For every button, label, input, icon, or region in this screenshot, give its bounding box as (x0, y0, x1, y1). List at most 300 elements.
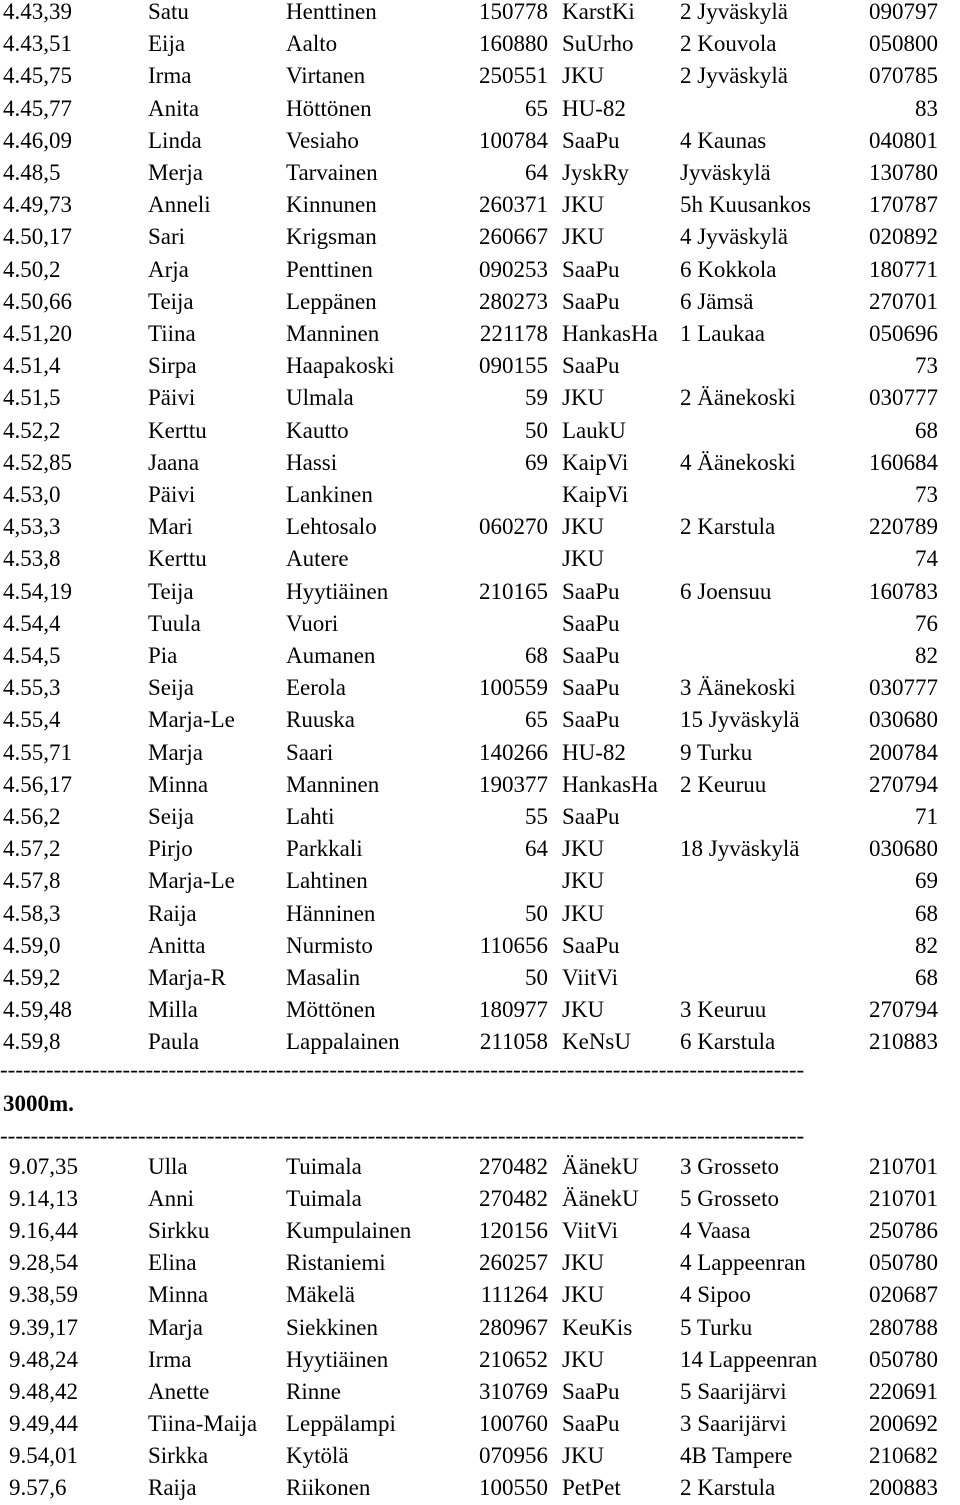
last-name-cell: Tuimala (286, 1154, 362, 1179)
club-cell: JKU (562, 997, 605, 1023)
first-name-cell: Anette (148, 1378, 210, 1404)
club-cell: SaaPu (562, 127, 620, 153)
last-name-cell: Rinne (286, 1378, 341, 1404)
club-cell: SaaPu (562, 288, 620, 314)
result-time-cell: 4.54,19 (3, 578, 72, 604)
table-row (0, 1183, 960, 1215)
table-row (0, 1408, 960, 1440)
event-date-cell: 82 (915, 932, 938, 958)
first-name-cell: Elina (148, 1250, 197, 1276)
birth-date-cell: 59 (525, 385, 548, 411)
birth-date-cell: 160880 (479, 31, 548, 57)
birth-date-cell: 090253 (479, 256, 548, 282)
result-time-cell: 4.43,39 (3, 0, 72, 24)
club-cell: SaaPu (562, 256, 620, 282)
birth-date-cell: 180977 (479, 997, 548, 1023)
birth-date-cell: 64 (525, 160, 548, 185)
placing-location-cell: 2 Kouvola (680, 31, 777, 57)
last-name-cell: Riikonen (286, 1475, 371, 1500)
result-time-cell: 9.14,13 (9, 1186, 78, 1212)
first-name-cell: Anni (148, 1186, 194, 1212)
placing-location-cell: 6 Kokkola (680, 256, 777, 282)
table-row (0, 318, 960, 350)
result-time-cell: 4.59,0 (3, 932, 61, 958)
table-row (0, 833, 960, 865)
last-name-cell: Manninen (286, 771, 380, 797)
event-date-cell: 040801 (869, 127, 938, 153)
table-row (0, 125, 960, 157)
club-cell: SaaPu (562, 707, 620, 733)
first-name-cell: Eija (148, 31, 186, 57)
last-name-cell: Leppälampi (286, 1410, 396, 1436)
table-row (0, 1215, 960, 1247)
last-name-cell: Lahtinen (286, 868, 368, 894)
event-date-cell: 210701 (869, 1186, 938, 1212)
table-row (0, 898, 960, 930)
event-date-cell: 270794 (869, 771, 938, 797)
first-name-cell: Kerttu (148, 417, 207, 443)
event-date-cell: 68 (915, 900, 938, 926)
event-date-cell: 74 (915, 546, 938, 572)
event-date-cell: 090797 (869, 0, 938, 24)
placing-location-cell: 6 Jämsä (680, 288, 754, 314)
event-date-cell: 69 (915, 868, 938, 894)
table-row (0, 1344, 960, 1376)
result-time-cell: 4.56,2 (3, 804, 61, 829)
event-date-cell: 030680 (869, 707, 938, 733)
birth-date-cell: 210652 (479, 1346, 548, 1372)
birth-date-cell: 120156 (479, 1218, 548, 1244)
birth-date-cell: 50 (525, 965, 548, 990)
club-cell: SaaPu (562, 1410, 620, 1436)
result-time-cell: 4.55,71 (3, 739, 72, 765)
placing-location-cell: 3 Saarijärvi (680, 1410, 787, 1436)
placing-location-cell: 2 Karstula (680, 1475, 776, 1500)
table-row (0, 157, 960, 189)
club-cell: JKU (562, 385, 605, 411)
event-date-cell: 030680 (869, 836, 938, 862)
result-time-cell: 4,53,3 (3, 514, 61, 540)
placing-location-cell: 2 Äänekoski (680, 385, 796, 411)
birth-date-cell: 270482 (479, 1154, 548, 1179)
table-row (0, 640, 960, 672)
placing-location-cell: 3 Äänekoski (680, 675, 796, 701)
placing-location-cell: 18 Jyväskylä (680, 836, 800, 862)
last-name-cell: Hyytiäinen (286, 578, 389, 604)
birth-date-cell: 50 (525, 417, 548, 443)
club-cell: SuUrho (562, 31, 634, 57)
last-name-cell: Vesiaho (286, 127, 359, 153)
result-time-cell: 9.57,6 (9, 1475, 67, 1500)
club-cell: KarstKi (562, 0, 635, 24)
event-date-cell: 210682 (869, 1442, 938, 1468)
event-date-cell: 270794 (869, 997, 938, 1023)
first-name-cell: Tiina (148, 321, 196, 346)
table-row (0, 93, 960, 125)
event-date-cell: 210701 (869, 1154, 938, 1179)
last-name-cell: Haapakoski (286, 353, 395, 379)
first-name-cell: Marja (148, 1314, 203, 1340)
birth-date-cell: 260371 (479, 192, 548, 218)
birth-date-cell: 190377 (479, 771, 548, 797)
first-name-cell: Irma (148, 1346, 192, 1372)
birth-date-cell: 110656 (479, 932, 548, 958)
last-name-cell: Kinnunen (286, 192, 377, 218)
club-cell: ÄänekU (562, 1186, 639, 1212)
placing-location-cell: 4 Jyväskylä (680, 224, 788, 250)
club-cell: JKU (562, 836, 605, 862)
result-time-cell: 4.56,17 (3, 771, 72, 797)
first-name-cell: Seija (148, 804, 194, 829)
last-name-cell: Krigsman (286, 224, 377, 250)
first-name-cell: Kerttu (148, 546, 207, 572)
birth-date-cell: 55 (525, 804, 548, 829)
result-time-cell: 4.48,5 (3, 160, 61, 185)
first-name-cell: Ulla (148, 1154, 188, 1179)
table-row (0, 60, 960, 92)
last-name-cell: Kytölä (286, 1442, 349, 1468)
table-row (0, 672, 960, 704)
birth-date-cell: 69 (525, 449, 548, 475)
event-date-cell: 160684 (869, 449, 938, 475)
birth-date-cell: 280967 (479, 1314, 548, 1340)
club-cell: KeuKis (562, 1314, 633, 1340)
birth-date-cell: 150778 (479, 0, 548, 24)
result-time-cell: 4.58,3 (3, 900, 61, 926)
birth-date-cell: 221178 (479, 321, 548, 346)
event-date-cell: 73 (915, 353, 938, 379)
event-date-cell: 82 (915, 643, 938, 668)
first-name-cell: Jaana (148, 449, 200, 475)
first-name-cell: Irma (148, 63, 192, 89)
result-time-cell: 4.52,85 (3, 449, 72, 475)
club-cell: JKU (562, 192, 605, 218)
club-cell: JyskRy (562, 160, 629, 185)
last-name-cell: Siekkinen (286, 1314, 378, 1340)
placing-location-cell: 9 Turku (680, 739, 753, 765)
last-name-cell: Hyytiäinen (286, 1346, 389, 1372)
table-row (0, 801, 960, 833)
club-cell: SaaPu (562, 932, 620, 958)
first-name-cell: Marja-R (148, 965, 226, 990)
result-time-cell: 9.39,17 (9, 1314, 78, 1340)
last-name-cell: Höttönen (286, 95, 372, 121)
first-name-cell: Linda (148, 127, 202, 153)
divider-line-top: --------------------------------------------------------------------------------------------------------- (0, 1058, 805, 1082)
placing-location-cell: 6 Karstula (680, 1029, 776, 1055)
birth-date-cell: 64 (525, 836, 548, 862)
table-row (0, 189, 960, 221)
birth-date-cell: 060270 (479, 514, 548, 540)
first-name-cell: Päivi (148, 482, 196, 507)
event-date-cell: 050780 (869, 1346, 938, 1372)
last-name-cell: Eerola (286, 675, 347, 701)
birth-date-cell: 070956 (479, 1442, 548, 1468)
event-date-cell: 71 (915, 804, 938, 829)
placing-location-cell: 1 Laukaa (680, 321, 765, 346)
event-date-cell: 250786 (869, 1218, 938, 1244)
last-name-cell: Hassi (286, 449, 338, 475)
result-time-cell: 9.49,44 (9, 1410, 78, 1436)
birth-date-cell: 68 (525, 643, 548, 668)
table-row (0, 930, 960, 962)
last-name-cell: Nurmisto (286, 932, 373, 958)
birth-date-cell: 50 (525, 900, 548, 926)
table-row (0, 221, 960, 253)
last-name-cell: Ulmala (286, 385, 354, 411)
placing-location-cell: 6 Joensuu (680, 578, 772, 604)
table-row (0, 382, 960, 414)
club-cell: SaaPu (562, 643, 620, 668)
placing-location-cell: 5h Kuusankos (680, 192, 811, 218)
placing-location-cell: 5 Turku (680, 1314, 753, 1340)
last-name-cell: Hänninen (286, 900, 376, 926)
result-time-cell: 4.43,51 (3, 31, 72, 57)
club-cell: LaukU (562, 417, 626, 443)
placing-location-cell: 3 Grosseto (680, 1154, 780, 1179)
first-name-cell: Satu (148, 0, 189, 24)
result-time-cell: 4.50,66 (3, 288, 72, 314)
birth-date-cell: 100784 (479, 127, 548, 153)
event-date-cell: 050800 (869, 31, 938, 57)
first-name-cell: Merja (148, 160, 203, 185)
table-row (0, 737, 960, 769)
first-name-cell: Sirkka (148, 1442, 209, 1468)
birth-date-cell: 260667 (479, 224, 548, 250)
table-row (0, 0, 960, 28)
last-name-cell: Penttinen (286, 256, 373, 282)
last-name-cell: Parkkali (286, 836, 363, 862)
placing-location-cell: 2 Jyväskylä (680, 63, 788, 89)
event-date-cell: 200784 (869, 739, 938, 765)
result-time-cell: 4.59,8 (3, 1029, 61, 1055)
club-cell: SaaPu (562, 675, 620, 701)
placing-location-cell: 4B Tampere (680, 1442, 793, 1468)
birth-date-cell: 270482 (479, 1186, 548, 1212)
table-row (0, 1151, 960, 1183)
first-name-cell: Tiina-Maija (148, 1410, 258, 1436)
birth-date-cell: 65 (525, 707, 548, 733)
club-cell: JKU (562, 224, 605, 250)
placing-location-cell: 4 Äänekoski (680, 449, 796, 475)
last-name-cell: Möttönen (286, 997, 376, 1023)
placing-location-cell: 4 Lappeenran (680, 1250, 806, 1276)
event-date-cell: 050780 (869, 1250, 938, 1276)
first-name-cell: Arja (148, 256, 189, 282)
club-cell: KaipVi (562, 449, 629, 475)
birth-date-cell: 260257 (479, 1250, 548, 1276)
first-name-cell: Pirjo (148, 836, 193, 862)
club-cell: SaaPu (562, 1378, 620, 1404)
table-row (0, 1472, 960, 1504)
last-name-cell: Lankinen (286, 482, 373, 507)
table-row (0, 1440, 960, 1472)
result-time-cell: 4.54,4 (3, 610, 61, 636)
club-cell: JKU (562, 1282, 605, 1308)
table-row (0, 576, 960, 608)
placing-location-cell: Jyväskylä (680, 160, 771, 185)
event-date-cell: 020892 (869, 224, 938, 250)
first-name-cell: Anneli (148, 192, 211, 218)
event-date-cell: 68 (915, 965, 938, 990)
result-time-cell: 4.53,8 (3, 546, 61, 572)
result-time-cell: 4.57,8 (3, 868, 61, 894)
event-date-cell: 050696 (869, 321, 938, 346)
table-row (0, 1279, 960, 1311)
table-row (0, 994, 960, 1026)
last-name-cell: Lahti (286, 804, 335, 829)
result-time-cell: 4.45,77 (3, 95, 72, 121)
result-time-cell: 9.38,59 (9, 1282, 78, 1308)
result-time-cell: 4.45,75 (3, 63, 72, 89)
birth-date-cell: 211058 (479, 1029, 548, 1055)
first-name-cell: Marja-Le (148, 868, 235, 894)
table-row (0, 286, 960, 318)
club-cell: HU-82 (562, 95, 626, 121)
result-time-cell: 9.28,54 (9, 1250, 78, 1276)
divider-line-bottom: --------------------------------------------------------------------------------------------------------- (0, 1124, 805, 1148)
event-date-cell: 180771 (869, 256, 938, 282)
placing-location-cell: 2 Karstula (680, 514, 776, 540)
last-name-cell: Tuimala (286, 1186, 362, 1212)
event-date-cell: 210883 (869, 1029, 938, 1055)
last-name-cell: Leppänen (286, 288, 377, 314)
birth-date-cell: 65 (525, 95, 548, 121)
last-name-cell: Aalto (286, 31, 338, 57)
first-name-cell: Marja (148, 739, 203, 765)
placing-location-cell: 4 Vaasa (680, 1218, 751, 1244)
result-time-cell: 4.59,2 (3, 965, 61, 990)
result-time-cell: 4.51,4 (3, 353, 61, 379)
result-time-cell: 9.16,44 (9, 1218, 78, 1244)
first-name-cell: Mari (148, 514, 193, 540)
birth-date-cell: 250551 (479, 63, 548, 89)
birth-date-cell: 140266 (479, 739, 548, 765)
first-name-cell: Paula (148, 1029, 200, 1055)
result-time-cell: 4.52,2 (3, 417, 61, 443)
placing-location-cell: 2 Keuruu (680, 771, 767, 797)
first-name-cell: Minna (148, 771, 209, 797)
table-row (0, 608, 960, 640)
event-date-cell: 76 (915, 610, 938, 636)
birth-date-cell: 100550 (479, 1475, 548, 1500)
placing-location-cell: 15 Jyväskylä (680, 707, 800, 733)
table-row (0, 704, 960, 736)
first-name-cell: Teija (148, 578, 194, 604)
club-cell: SaaPu (562, 353, 620, 379)
club-cell: HankasHa (562, 771, 658, 797)
result-time-cell: 9.48,24 (9, 1346, 78, 1372)
event-date-cell: 83 (915, 95, 938, 121)
event-date-cell: 030777 (869, 675, 938, 701)
placing-location-cell: 3 Keuruu (680, 997, 767, 1023)
result-time-cell: 4.46,09 (3, 127, 72, 153)
last-name-cell: Lehtosalo (286, 514, 377, 540)
first-name-cell: Anita (148, 95, 200, 121)
placing-location-cell: 14 Lappeenran (680, 1346, 818, 1372)
event-date-cell: 220789 (869, 514, 938, 540)
result-time-cell: 4.55,4 (3, 707, 61, 733)
club-cell: ViitVi (562, 1218, 619, 1244)
event-date-cell: 280788 (869, 1314, 938, 1340)
last-name-cell: Virtanen (286, 63, 366, 89)
first-name-cell: Sari (148, 224, 186, 250)
table-row (0, 962, 960, 994)
last-name-cell: Masalin (286, 965, 361, 990)
result-time-cell: 4.53,0 (3, 482, 61, 507)
table-row (0, 415, 960, 447)
first-name-cell: Pia (148, 643, 178, 668)
last-name-cell: Lappalainen (286, 1029, 400, 1055)
table-row (0, 1247, 960, 1279)
first-name-cell: Tuula (148, 610, 201, 636)
event-date-cell: 68 (915, 417, 938, 443)
birth-date-cell: 280273 (479, 288, 548, 314)
first-name-cell: Päivi (148, 385, 196, 411)
last-name-cell: Kautto (286, 417, 349, 443)
first-name-cell: Sirkku (148, 1218, 210, 1244)
result-time-cell: 9.48,42 (9, 1378, 78, 1404)
event-date-cell: 200692 (869, 1410, 938, 1436)
event-date-cell: 220691 (869, 1378, 938, 1404)
first-name-cell: Anitta (148, 932, 206, 958)
event-date-cell: 160783 (869, 578, 938, 604)
last-name-cell: Ruuska (286, 707, 355, 733)
result-time-cell: 4.57,2 (3, 836, 61, 862)
first-name-cell: Seija (148, 675, 194, 701)
club-cell: JKU (562, 868, 605, 894)
result-time-cell: 9.54,01 (9, 1442, 78, 1468)
placing-location-cell: 4 Sipoo (680, 1282, 751, 1308)
table-row (0, 769, 960, 801)
birth-date-cell: 210165 (479, 578, 548, 604)
event-date-cell: 170787 (869, 192, 938, 218)
birth-date-cell: 100559 (479, 675, 548, 701)
result-time-cell: 4.51,5 (3, 385, 61, 411)
first-name-cell: Raija (148, 900, 197, 926)
club-cell: HU-82 (562, 739, 626, 765)
club-cell: ViitVi (562, 965, 619, 990)
birth-date-cell: 111264 (480, 1282, 548, 1308)
club-cell: JKU (562, 1442, 605, 1468)
club-cell: JKU (562, 900, 605, 926)
first-name-cell: Raija (148, 1475, 197, 1500)
birth-date-cell: 310769 (479, 1378, 548, 1404)
table-row (0, 1312, 960, 1344)
club-cell: KeNsU (562, 1029, 631, 1055)
table-row (0, 447, 960, 479)
club-cell: KaipVi (562, 482, 629, 507)
event-date-cell: 130780 (869, 160, 938, 185)
event-date-cell: 200883 (869, 1475, 938, 1500)
club-cell: ÄänekU (562, 1154, 639, 1179)
placing-location-cell: 5 Saarijärvi (680, 1378, 787, 1404)
result-time-cell: 4.49,73 (3, 192, 72, 218)
first-name-cell: Milla (148, 997, 198, 1023)
last-name-cell: Saari (286, 739, 334, 765)
club-cell: JKU (562, 1250, 605, 1276)
club-cell: JKU (562, 514, 605, 540)
table-row (0, 543, 960, 575)
first-name-cell: Teija (148, 288, 194, 314)
last-name-cell: Vuori (286, 610, 339, 636)
birth-date-cell: 090155 (479, 353, 548, 379)
table-row (0, 865, 960, 897)
placing-location-cell: 5 Grosseto (680, 1186, 780, 1212)
result-time-cell: 4.50,2 (3, 256, 61, 282)
club-cell: SaaPu (562, 804, 620, 829)
club-cell: HankasHa (562, 321, 658, 346)
